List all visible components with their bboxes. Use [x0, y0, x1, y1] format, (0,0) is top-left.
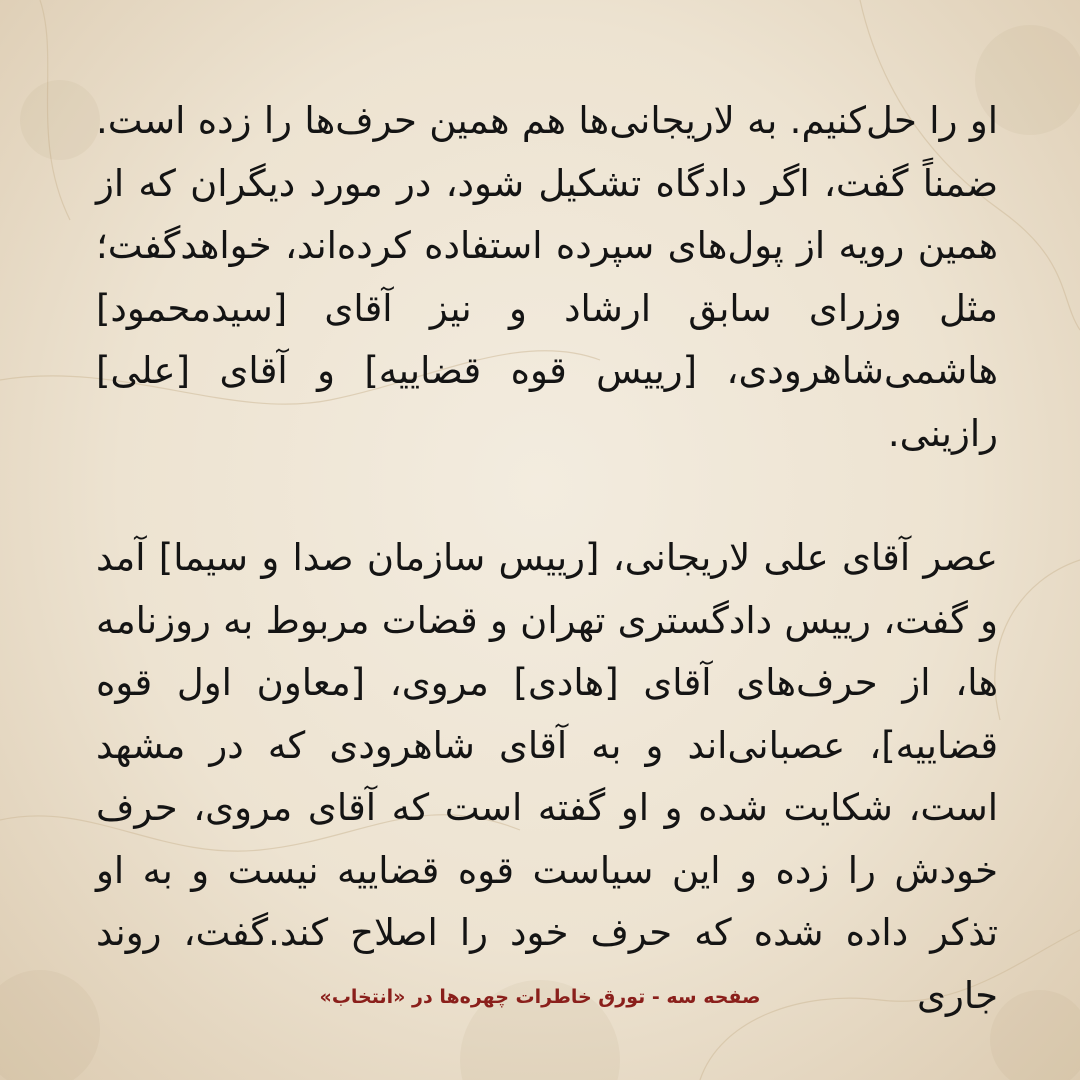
paragraph-spacer	[96, 465, 998, 527]
footer-caption: صفحه سه - تورق خاطرات چهره‌ها در «انتخاب»	[319, 986, 761, 1008]
paragraph: عصر آقای علی لاریجانی، [رییس سازمان صدا و سیما] آمد و گفت، رییس دادگستری تهران و قضات مربوط به روزنامه ها، از حرف‌های آقای [هادی] مروی، [معاون اول قوه قضاییه]، عصبانی‌اند و به آقای شاهرودی که در مشهد است، شکایت شده و او گفته است که آقای مروی، حرف خودش را زده و این سیاست قوه قضاییه نیست و به او تذکر داده شده که حرف خود را اصلاح کند.گفت، روند جاری	[96, 536, 998, 1017]
article-body	[96, 90, 998, 1027]
paragraph: او را حل‌کنیم. به لاریجانی‌ها هم همین حرف‌ها را زده است. ضمناً گفت، اگر دادگاه تشکیل شود، در مورد دیگران که از همین رویه از پول‌های سپرده استفاده کرده‌اند، خواهدگفت؛ مثل وزرای سابق ارشاد و نیز آقای [سیدمحمود] هاشمی‌شاهرودی، [رییس قوه قضاییه] و آقای [علی] رازینی.	[96, 99, 998, 455]
